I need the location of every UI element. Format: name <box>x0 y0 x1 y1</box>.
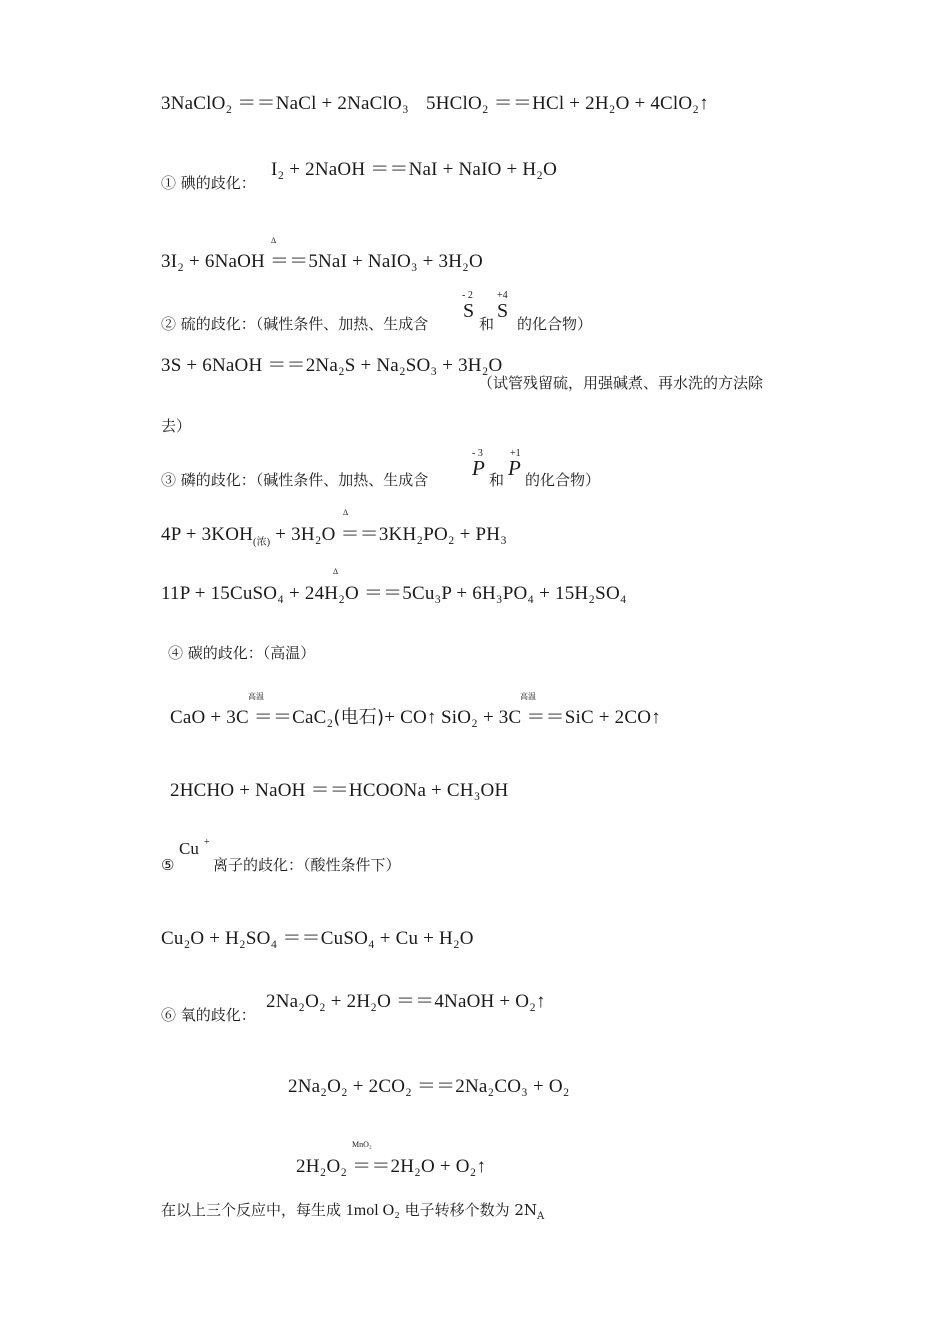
condition-high-temp: 高温 <box>520 692 536 701</box>
oxidation-state-p-minus3: - 3 <box>472 448 483 459</box>
equation-part: + 3H₂O ＝＝3KH₂PO₂ + PH₃ <box>270 524 508 545</box>
summary-part: 在以上三个反应中，每生成 <box>161 1201 346 1219</box>
equation-iodine-hot: 3I₂ + 6NaOH ＝＝5NaI + NaIO₃ + 3H₂O <box>161 251 483 272</box>
and-text-phosphorus: 和 <box>489 471 505 489</box>
heading-phosphorus: ③ 磷的歧化：（碱性条件、加热、生成含 <box>161 471 429 489</box>
condition-high-temp: 高温 <box>248 692 264 701</box>
heading-carbon: ④ 碳的歧化：（高温） <box>168 644 316 662</box>
phosphorus-symbol-1: P <box>472 456 485 480</box>
condition-heat: Δ <box>333 567 339 576</box>
oxidation-state-s-plus4: +4 <box>497 290 508 301</box>
condition-heat: Δ <box>271 236 277 245</box>
heading-phosphorus-end: 的化合物） <box>525 471 601 489</box>
summary-text <box>161 1199 544 1220</box>
equation-hydrogen-peroxide: 2H₂O₂ ＝＝2H₂O + O₂↑ <box>296 1156 487 1177</box>
equation-hclo2-disproportionation: 5HClO₂ ＝＝HCl + 2H₂O + 4ClO₂↑ <box>426 93 709 114</box>
oxidation-state-p-plus1: +1 <box>510 448 521 459</box>
equation-sodium-peroxide-co2: 2Na₂O₂ + 2CO₂ ＝＝2Na₂CO₃ + O₂ <box>288 1076 570 1097</box>
note-sulfur-cont: 去） <box>161 417 192 435</box>
equation-part: CaO + 3C ＝＝CaC₂ <box>170 707 334 728</box>
equation-iodine-cold: I₂ + 2NaOH ＝＝NaI + NaIO + H₂O <box>271 159 557 180</box>
note-sulfur: （试管残留硫，用强碱煮、再水洗的方法除 <box>478 374 764 392</box>
heading-copper: 离子的歧化：（酸性条件下） <box>213 856 401 874</box>
equation-sulfur: 3S + 6NaOH ＝＝2Na₂S + Na₂SO₃ + 3H₂O <box>161 355 503 376</box>
equation-naclo2-disproportionation: 3NaClO₂ ＝＝NaCl + 2NaClO₃ <box>161 93 409 114</box>
copper-ion-charge: + <box>204 837 210 848</box>
summary-part: 电子转移个数为 2N <box>399 1201 538 1219</box>
equation-part: + CO↑ <box>384 707 437 728</box>
condition-catalyst: MnO₂ <box>352 1140 372 1149</box>
equation-part: 4P + 3KOH <box>161 524 254 545</box>
phosphorus-symbol-2: P <box>508 456 521 480</box>
and-text-sulfur: 和 <box>479 315 495 333</box>
equation-phosphorus-cuso4: 11P + 15CuSO₄ + 24H₂O ＝＝5Cu₃P + 6H₃PO₄ + 15H₂SO₄ <box>161 583 627 604</box>
summary-subscript: A <box>537 1211 545 1222</box>
heading-sulfur-end: 的化合物） <box>517 315 593 333</box>
sulfur-symbol-2: S <box>497 300 509 322</box>
sulfur-symbol-1: S <box>463 300 475 322</box>
oxidation-state-s-minus2: - 2 <box>462 290 473 301</box>
circled-number-5: ⑤ <box>161 856 175 874</box>
calcium-carbide-name: (电石) <box>333 707 385 728</box>
heading-sulfur: ② 硫的歧化：（碱性条件、加热、生成含 <box>161 315 429 333</box>
equation-phosphorus-koh <box>161 519 507 546</box>
equation-silicon-carbide: SiO₂ + 3C ＝＝SiC + 2CO↑ <box>441 707 661 728</box>
equation-calcium-carbide <box>170 702 437 729</box>
equation-cannizzaro: 2HCHO + NaOH ＝＝HCOONa + CH₃OH <box>170 780 509 801</box>
heading-iodine: ① 碘的歧化： <box>161 174 256 192</box>
condition-concentrated: (浓) <box>253 537 271 548</box>
heading-oxygen: ⑥ 氧的歧化： <box>161 1006 256 1024</box>
equation-sodium-peroxide-water: 2Na₂O₂ + 2H₂O ＝＝4NaOH + O₂↑ <box>266 991 546 1012</box>
copper-ion-symbol: Cu <box>179 839 199 858</box>
summary-oxygen: 1mol O₂ <box>345 1202 400 1219</box>
equation-cuprous-oxide: Cu₂O + H₂SO₄ ＝＝CuSO₄ + Cu + H₂O <box>161 928 474 949</box>
condition-heat: Δ <box>343 508 349 517</box>
